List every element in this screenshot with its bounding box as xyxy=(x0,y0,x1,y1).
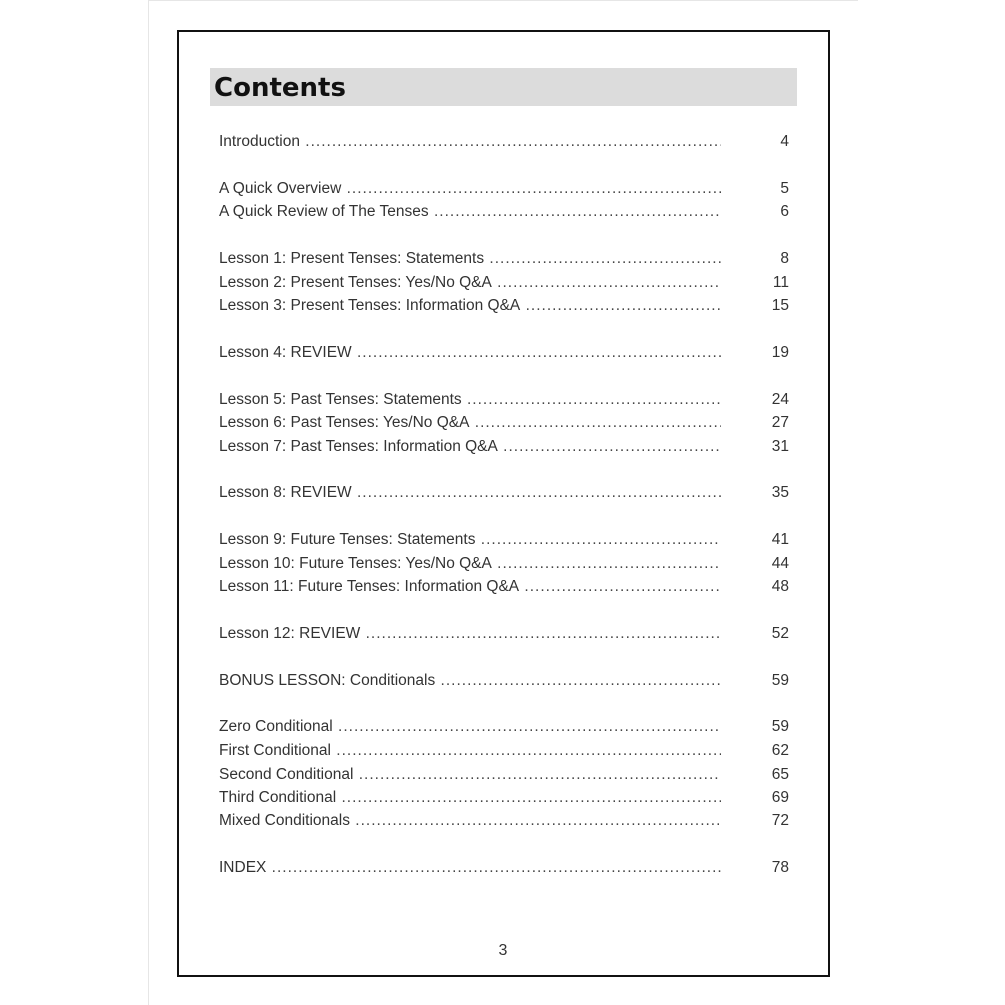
toc-entry[interactable] xyxy=(219,857,789,879)
toc-entry[interactable] xyxy=(219,810,789,832)
toc-entry-page: 31 xyxy=(771,438,789,455)
toc-entry-title: Lesson 5: Past Tenses: Statements ..... xyxy=(219,389,721,411)
toc-entry-page: 5 xyxy=(780,180,789,197)
toc-entry[interactable] xyxy=(219,764,789,786)
toc-entry[interactable] xyxy=(219,529,789,551)
toc-entry-page: 35 xyxy=(771,484,789,501)
toc-entry-title: Lesson 9: Future Tenses: Statements ..... xyxy=(219,529,721,551)
toc-entry[interactable] xyxy=(219,740,789,762)
toc-entry-title: Lesson 1: Present Tenses: Statements ..... xyxy=(219,248,721,270)
toc-entry[interactable] xyxy=(219,201,789,223)
toc-entry-title: First Conditional ..... xyxy=(219,740,721,762)
toc-entry[interactable] xyxy=(219,576,789,598)
toc-entry[interactable] xyxy=(219,295,789,317)
toc-entry-page: 65 xyxy=(771,766,789,783)
toc-entry-page: 4 xyxy=(780,133,789,150)
toc-entry[interactable] xyxy=(219,482,789,504)
toc-entry-title: Zero Conditional ..... xyxy=(219,716,721,738)
toc-entry-page: 15 xyxy=(771,297,789,314)
toc-entry-title: Mixed Conditionals ..... xyxy=(219,810,721,832)
toc-entry-title: BONUS LESSON: Conditionals ..... xyxy=(219,670,721,692)
toc-entry-title: Third Conditional ..... xyxy=(219,787,721,809)
toc-entry-title: A Quick Review of The Tenses ..... xyxy=(219,201,721,223)
toc-entry-page: 69 xyxy=(771,789,789,806)
toc-entry-title: Lesson 2: Present Tenses: Yes/No Q&A ..... xyxy=(219,272,721,294)
toc-entry-title: Lesson 10: Future Tenses: Yes/No Q&A ..... xyxy=(219,553,721,575)
page-number: 3 xyxy=(498,942,508,959)
toc-entry-title: Lesson 8: REVIEW ..... xyxy=(219,482,721,504)
toc-entry-page: 41 xyxy=(771,531,789,548)
toc-entry[interactable] xyxy=(219,623,789,645)
toc-entry[interactable] xyxy=(219,412,789,434)
toc-entry[interactable] xyxy=(219,131,789,153)
toc-entry-title: Lesson 11: Future Tenses: Information Q&A ..... xyxy=(219,576,721,598)
toc-entry-title: Lesson 3: Present Tenses: Information Q&A ..... xyxy=(219,295,721,317)
toc-entry-page: 19 xyxy=(771,344,789,361)
toc-entry-page: 6 xyxy=(780,203,789,220)
toc-entry-page: 27 xyxy=(771,414,789,431)
toc-entry-title: Second Conditional ..... xyxy=(219,764,721,786)
toc-entry[interactable] xyxy=(219,436,789,458)
toc-entry-page: 59 xyxy=(771,718,789,735)
toc-entry[interactable] xyxy=(219,553,789,575)
toc-entry-page: 11 xyxy=(772,274,789,291)
toc-entry-page: 24 xyxy=(771,391,789,408)
toc-entry-page: 8 xyxy=(780,250,789,267)
toc-entry-page: 59 xyxy=(771,672,789,689)
toc-entry[interactable] xyxy=(219,389,789,411)
toc-entry[interactable] xyxy=(219,716,789,738)
contents-heading-bar xyxy=(210,68,797,106)
toc-entry-page: 72 xyxy=(771,812,789,829)
toc-entry-title: Introduction ..... xyxy=(219,131,721,153)
toc-entry[interactable] xyxy=(219,178,789,200)
toc-entry[interactable] xyxy=(219,272,789,294)
toc-entry-page: 48 xyxy=(771,578,789,595)
toc-entry-page: 78 xyxy=(771,859,789,876)
toc-entry-page: 62 xyxy=(771,742,789,759)
toc-entry-title: INDEX ..... xyxy=(219,857,721,879)
toc-entry-title: A Quick Overview ..... xyxy=(219,178,721,200)
toc-entry-title: Lesson 6: Past Tenses: Yes/No Q&A ..... xyxy=(219,412,721,434)
toc-entry[interactable] xyxy=(219,248,789,270)
toc-entry-page: 44 xyxy=(771,555,789,572)
toc-entry[interactable] xyxy=(219,342,789,364)
toc-entry-page: 52 xyxy=(771,625,789,642)
toc-entry-title: Lesson 12: REVIEW ..... xyxy=(219,623,721,645)
toc-entry[interactable] xyxy=(219,787,789,809)
toc-entry[interactable] xyxy=(219,670,789,692)
toc-entry-title: Lesson 4: REVIEW ..... xyxy=(219,342,721,364)
toc-entry-title: Lesson 7: Past Tenses: Information Q&A ..... xyxy=(219,436,721,458)
contents-heading: Contents xyxy=(214,73,346,103)
